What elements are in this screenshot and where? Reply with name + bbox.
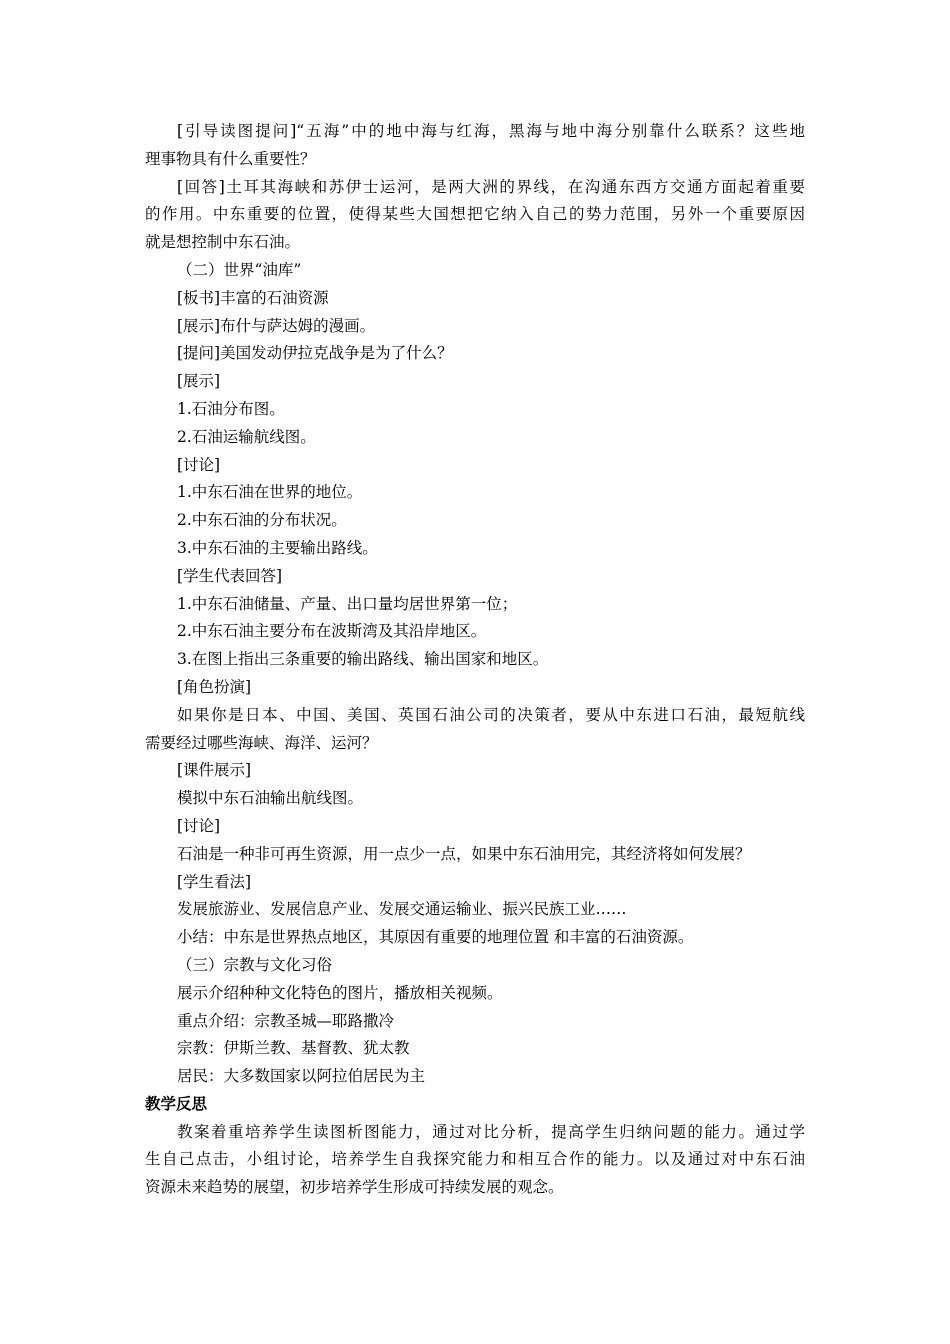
text-line: 理事物具有什么重要性？: [145, 149, 316, 168]
text-line: 2.石油运输航线图。: [177, 427, 316, 446]
text-line: 1.中东石油在世界的地位。: [177, 483, 363, 502]
section-heading: 教学反思: [145, 1094, 208, 1113]
text-line: 模拟中东石油输出航线图。: [177, 789, 364, 808]
text-line: [展示]布什与萨达姆的漫画。: [177, 316, 376, 335]
text-line: 1.中东石油储量、产量、出口量均居世界第一位；: [177, 594, 518, 613]
text-line: （二）世界“油库”: [177, 260, 302, 279]
text-line: [提问]美国发动伊拉克战争是为了什么？: [177, 344, 453, 363]
text-line: [回答]土耳其海峡和苏伊士运河，是两大洲的界线，在沟通东西方交通方面起着重要: [177, 177, 805, 196]
text-line: 1.石油分布图。: [177, 399, 285, 418]
text-line: [学生看法]: [177, 872, 252, 891]
text-line: 2.中东石油的分布状况。: [177, 511, 347, 530]
text-line: 石油是一种非可再生资源，用一点少一点，如果中东石油用完，其经济将如何发展？: [177, 844, 751, 863]
text-line: 居民：大多数国家以阿拉伯居民为主: [177, 1067, 426, 1086]
text-line: （三）宗教与文化习俗: [177, 955, 333, 974]
document-body: [145, 118, 805, 1202]
text-line: [展示]: [177, 372, 221, 391]
text-line: 重点介绍：宗教圣城—耶路撒冷: [177, 1011, 395, 1030]
text-line: [角色扮演]: [177, 677, 252, 696]
text-line: 发展旅游业、发展信息产业、发展交通运输业、振兴民族工业……: [177, 900, 627, 919]
text-line: 资源未来趋势的展望，初步培养学生形成可持续发展的观念。: [145, 1178, 564, 1197]
text-line: 教案着重培养学生读图析图能力，通过对比分析，提高学生归纳问题的能力。通过学: [177, 1122, 805, 1141]
text-line: [课件展示]: [177, 761, 252, 780]
text-line: 需要经过哪些海峡、海洋、运河？: [145, 733, 378, 752]
text-line: 如果你是日本、中国、美国、英国石油公司的决策者，要从中东进口石油，最短航线: [177, 705, 805, 724]
text-line: 生自己点击，小组讨论，培养学生自我探究能力和相互合作的能力。以及通过对中东石油: [145, 1150, 805, 1169]
text-line: 3.在图上指出三条重要的输出路线、输出国家和地区。: [177, 650, 549, 669]
text-line: 展示介绍种种文化特色的图片，播放相关视频。: [177, 983, 503, 1002]
text-line: 的作用。中东重要的位置，使得某些大国想把它纳入自己的势力范围，另外一个重要原因: [145, 205, 805, 224]
text-line: [学生代表回答]: [177, 566, 283, 585]
text-line: [讨论]: [177, 816, 221, 835]
text-line: 小结：中东是世界热点地区，其原因有重要的地理位置 和丰富的石油资源。: [177, 928, 694, 947]
text-line: [引导读图提问]“五海”中的地中海与红海，黑海与地中海分别靠什么联系？这些地: [177, 122, 805, 140]
text-line: 宗教：伊斯兰教、基督教、犹太教: [177, 1039, 410, 1058]
text-line: 3.中东石油的主要输出路线。: [177, 538, 378, 557]
text-line: 2.中东石油主要分布在波斯湾及其沿岸地区。: [177, 622, 487, 641]
text-line: [板书]丰富的石油资源: [177, 288, 329, 307]
text-line: 就是想控制中东石油。: [145, 233, 301, 252]
text-line: [讨论]: [177, 455, 221, 474]
